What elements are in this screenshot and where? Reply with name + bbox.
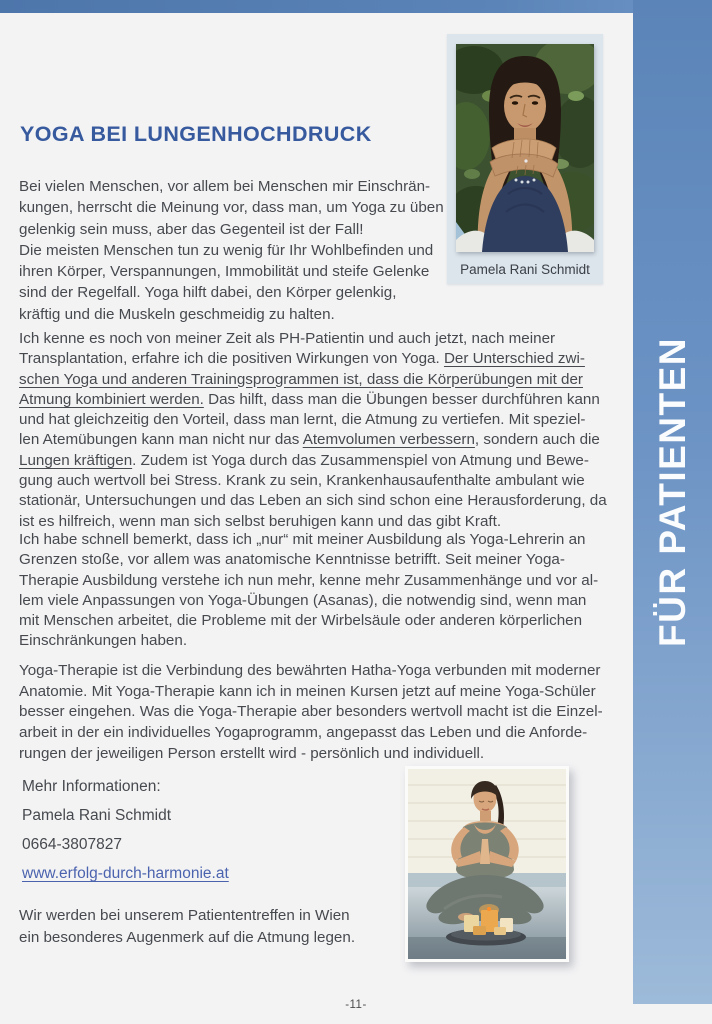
contact-heading: Mehr Informationen:	[22, 778, 161, 795]
sidebar-section-label: FÜR PATIENTEN	[651, 336, 693, 648]
top-border-band	[0, 0, 712, 13]
closing-note: Wir werden bei unserem Patiententreffen in Wien ein besonderes Augenmerk auf die Atmung legen.	[19, 907, 356, 946]
contact-block	[22, 778, 229, 883]
contact-name: Pamela Rani Schmidt	[22, 807, 172, 824]
portrait-caption: Pamela Rani Schmidt	[460, 262, 590, 277]
paragraph-intro: Bei vielen Menschen, vor allem bei Menschen mir Einschrän- kungen, herrscht die Meinung vor, dass man, um Yoga zu üben gelenkig sein muss, aber das Gegenteil ist der Fall! Die meisten Menschen tun zu wenig für Ihr Wohlbefinden und ihren Körper, Verspannungen, Immobilität und steife Gelenke sind der Regelfall. Yoga hilft dabei, den Körper gelenkig, kräftig und die Muskeln geschmeidig zu halten.	[19, 178, 444, 323]
paragraph-yoga-therapie: Yoga-Therapie ist die Verbindung des bewährten Hatha-Yoga verbunden mit moderner Anatomie. Mit Yoga-Therapie kann ich in meinen Kursen jetzt auf meine Yoga-Schüler besser eingehen. Was die Yoga-Therapie aber besonders wertvoll macht ist die Einzel- arbeit in der ein individuelles Yogaprogramm, angepasst das Leben und die Anforde- rungen der jeweiligen Person erstellt wird - persönlich und individuell.	[19, 662, 603, 762]
website-link[interactable]: www.erfolg-durch-harmonie.at	[22, 865, 229, 882]
page-number: -11-	[345, 999, 367, 1011]
portrait-frame	[447, 34, 603, 284]
pamela-portrait-photo	[456, 44, 594, 252]
yoga-meditation-photo	[408, 769, 566, 959]
article-title: YOGA BEI LUNGENHOCHDRUCK	[20, 122, 372, 146]
paragraph-experience: Ich kenne es noch von meiner Zeit als PH-Patientin und auch jetzt, nach meiner Transplantation, erfahre ich die positiven Wirkungen von Yoga. Der Unterschied zwi- schen Yoga und anderen Trainingsprogrammen ist, dass die Körperübungen mit der Atmung kombiniert werden. Das hilft, dass man die Übungen besser durchführen kann und hat gleichzeitig den Vorteil, dass man lernt, die Atmung zu vertiefen. Mit speziel- len Atemübungen kann man nicht nur das Atemvolumen verbessern, sondern auch die Lungen kräftigen. Zudem ist Yoga durch das Zusammenspiel von Atmung und Bewe- gung auch wertvoll bei Stress. Krank zu sein, Krankenhausaufenthalte ambulant wie stationär, Untersuchungen und das Leben an sich sind schon eine Herausforderung, da ist es hilfreich, wenn man sich selbst beruhigen kann und das gibt Kraft.	[19, 330, 607, 530]
right-sidebar	[633, 0, 712, 1004]
paragraph-training: Ich habe schnell bemerkt, dass ich „nur“ mit meiner Ausbildung als Yoga-Lehrerin an Grenzen stoße, vor allem was anatomische Kenntnisse betrifft. Seit meiner Yoga- Therapie Ausbildung verstehe ich nun mehr, kenne mehr Zusammenhänge und vor al- lem viele Anpassungen von Yoga-Übungen (Asanas), die notwendig sind, wenn man mit Menschen arbeitet, die Probleme mit der Wirbelsäule oder anderen körperlichen Einschränkungen haben.	[19, 531, 599, 650]
contact-phone: 0664-3807827	[22, 836, 122, 853]
yoga-photo-frame	[405, 766, 569, 962]
